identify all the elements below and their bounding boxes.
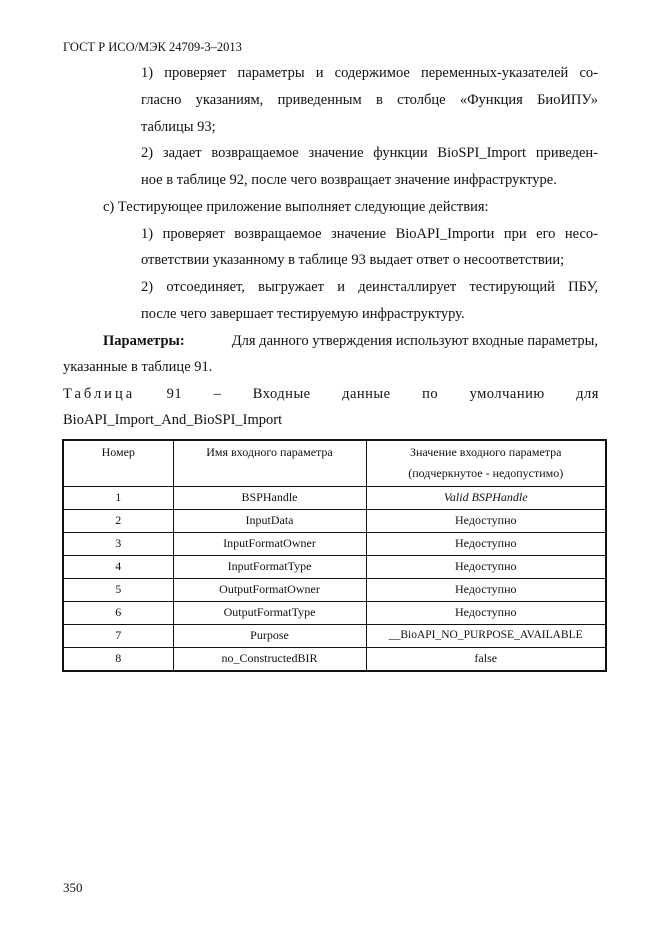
caption-word: умолчанию <box>469 386 545 402</box>
cell-num: 7 <box>63 625 173 648</box>
cell-name: BSPHandle <box>173 487 366 510</box>
page-number: 350 <box>63 880 83 895</box>
cell-num: 1 <box>63 487 173 510</box>
c2-line2: после чего завершает тестируемую инфраструктуру. <box>141 306 465 322</box>
b1-line3: таблицы 93; <box>141 119 216 135</box>
caption-word: Входные <box>252 386 311 402</box>
document-header: ГОСТ Р ИСО/МЭК 24709-3–2013 <box>63 40 242 54</box>
cell-value: Недоступно <box>366 602 606 625</box>
cell-num: 5 <box>63 579 173 602</box>
table-row <box>63 510 606 533</box>
header-value-line2: (подчеркнутое - недопустимо) <box>408 466 564 480</box>
cell-name: InputFormatOwner <box>173 533 366 556</box>
table-row <box>63 625 606 648</box>
table-row <box>63 487 606 510</box>
header-value-line1: Значение входного параметра <box>409 445 562 459</box>
c2-line1: 2) отсоединяет, выгружает и деинсталлирует тестирующий ПБУ, <box>141 279 598 295</box>
b2-line1: 2) задает возвращаемое значение функции BioSPI_Import приведен- <box>141 145 598 161</box>
table-row <box>63 533 606 556</box>
table-row <box>63 648 606 672</box>
cell-value: __BioAPI_NO_PURPOSE_AVAILABLE <box>366 625 606 648</box>
header-num: Номер <box>63 440 173 487</box>
b2-line2: ное в таблице 92, после чего возвращает значение инфраструктуре. <box>141 172 557 188</box>
cell-name: Purpose <box>173 625 366 648</box>
table-row <box>63 602 606 625</box>
cell-num: 6 <box>63 602 173 625</box>
table-row <box>63 556 606 579</box>
cell-num: 3 <box>63 533 173 556</box>
cell-name: InputData <box>173 510 366 533</box>
params-line1 <box>103 328 598 355</box>
cell-value: Недоступно <box>366 510 606 533</box>
cell-value: Недоступно <box>366 556 606 579</box>
c1-line2: ответствии указанному в таблице 93 выдает ответ о несоответствии; <box>141 252 565 268</box>
table-row <box>63 579 606 602</box>
caption-word: Таблица <box>63 386 136 402</box>
cell-name: no_ConstructedBIR <box>173 648 366 672</box>
caption-word: данные <box>342 386 391 402</box>
cell-value: Недоступно <box>366 579 606 602</box>
header-name: Имя входного параметра <box>173 440 366 487</box>
caption-line1 <box>63 384 599 404</box>
cell-name: InputFormatType <box>173 556 366 579</box>
cell-num: 8 <box>63 648 173 672</box>
c-heading: c) Тестирующее приложение выполняет следующие действия: <box>103 199 489 215</box>
caption-word: по <box>422 386 439 402</box>
caption-word: для <box>576 386 599 402</box>
cell-value: Valid BSPHandle <box>366 487 606 510</box>
params-text: Для данного утверждения используют входные параметры, <box>231 333 598 349</box>
c1-line1: 1) проверяет возвращаемое значение BioAPI_Importи при его несо- <box>141 226 598 242</box>
caption-word: 91 <box>166 386 183 402</box>
cell-num: 2 <box>63 510 173 533</box>
params-line2: указанные в таблице 91. <box>63 359 213 375</box>
table-caption <box>63 384 599 430</box>
cell-name: OutputFormatOwner <box>173 579 366 602</box>
cell-value: false <box>366 648 606 672</box>
cell-name: OutputFormatType <box>173 602 366 625</box>
caption-line2: BioAPI_Import_And_BioSPI_Import <box>63 412 283 428</box>
header-value <box>366 440 606 487</box>
parameters-table <box>62 439 607 672</box>
params-label: Параметры: <box>103 333 185 349</box>
caption-word: – <box>213 386 222 402</box>
table-header-row <box>63 440 606 487</box>
cell-num: 4 <box>63 556 173 579</box>
b1-line2: гласно указаниям, приведенным в столбце «Функция БиоИПУ» <box>141 92 598 108</box>
cell-value: Недоступно <box>366 533 606 556</box>
b1-line1: 1) проверяет параметры и содержимое переменных-указателей со- <box>141 65 598 81</box>
